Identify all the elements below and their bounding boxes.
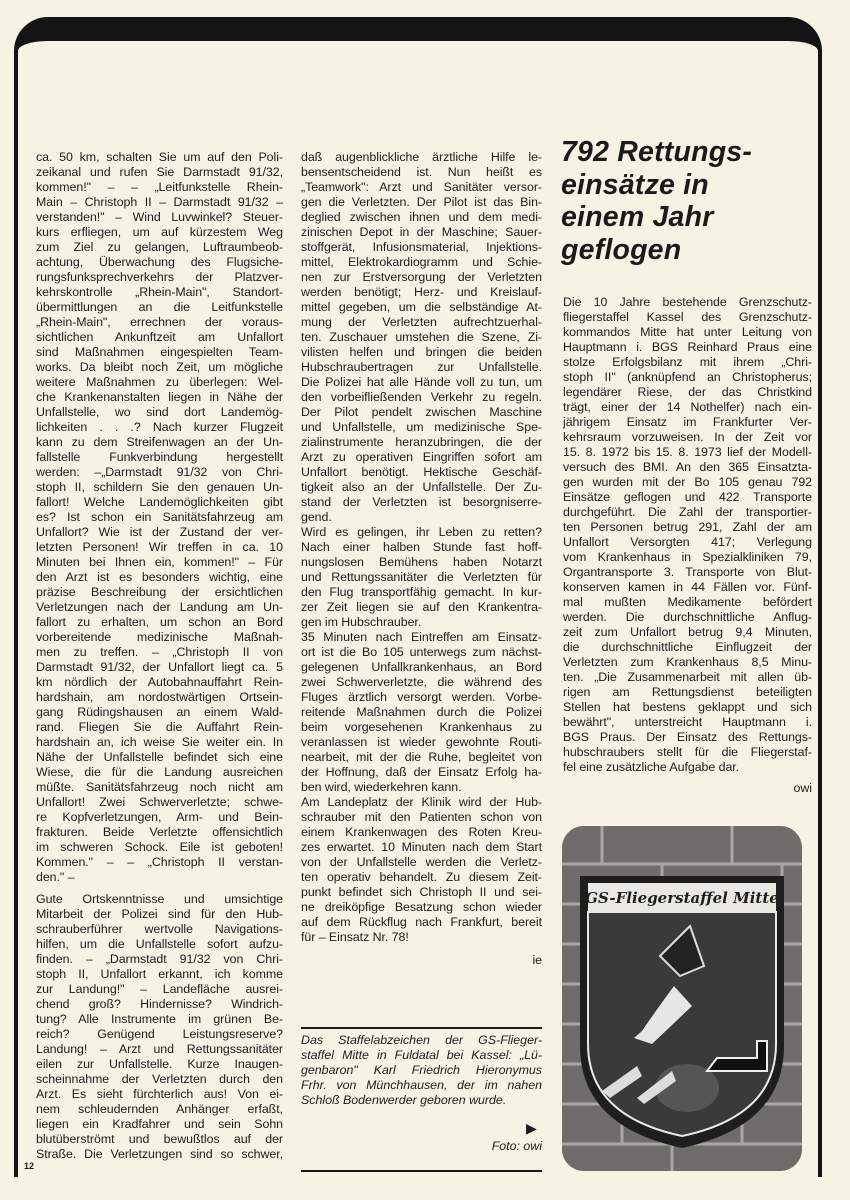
text-line: mittel, Elektrokardiogramm und Schie- <box>301 255 542 269</box>
text-line: Die Polizei hat alle Hände voll zu tun, um <box>301 375 542 389</box>
text-line: Nach einer halben Stunde fast hoff- <box>301 540 542 554</box>
text-line: gelegenen Unfallkrankenhaus, an Bord <box>301 660 542 674</box>
text-line: stolze Erfolgsbilanz mit ihrem „Chri- <box>563 355 812 369</box>
text-line: weitere Maßnahmen zu überlegen: Wel- <box>36 375 283 389</box>
text-line: werden. Die durchschnittliche Anflug- <box>563 610 812 624</box>
paragraph <box>36 892 283 1162</box>
text-line: Unfallort benötigt. Hektische Geschäf- <box>301 465 542 479</box>
text-line: Verletzten zum Krankenhaus 8,5 Minu- <box>563 655 812 669</box>
text-column-3 <box>563 295 812 796</box>
text-line: und Rettungssanitäter die Verletzten für <box>301 570 542 584</box>
text-line: kehrskontrolle „Rhein-Main", Standort- <box>36 285 283 299</box>
text-line: versuch des BMI. An den 365 Einsatzta- <box>563 460 812 474</box>
text-line: sichtlichen Ankunftzeit am Unfallort <box>36 330 283 344</box>
text-line: stoph II, Unfallort erkannt, ich komme <box>36 967 283 981</box>
text-line: letzten Personen! Wir treffen in ca. 10 <box>36 540 283 554</box>
caption-rule-top <box>301 1027 542 1029</box>
author-signature: owi <box>793 781 812 795</box>
text-line: rungsfunksprechverkehrs der Platzver- <box>36 270 283 284</box>
text-line: auf dem Rückflug nach Frankfurt, bereit <box>301 915 542 929</box>
text-line: Arzt zu operativen Eingriffen sofort am <box>301 450 542 464</box>
text-line: Verletzungen nach der Landung am Un- <box>36 600 283 614</box>
page-number: 12 <box>24 1161 35 1171</box>
text-line: kehrsraum vorzuweisen. In der Zeit vor <box>563 430 812 444</box>
text-line: gen wurden mit der Bo 105 genau 792 <box>563 475 812 489</box>
text-line: gen die Verletzten. Der Pilot ist das Bin- <box>301 195 542 209</box>
text-line: frakturen. Beide Verletzte offensichtlich <box>36 825 283 839</box>
text-line: mittel gegeben, um die selbständige At- <box>301 300 542 314</box>
text-line: BGS Praus. Der Einsatz des Rettungs- <box>563 730 812 744</box>
paragraph <box>301 630 542 795</box>
photo-credit: Foto: owi <box>491 1139 542 1153</box>
text-line: müßte. Sanitätsfahrzeug noch nicht am <box>36 780 283 794</box>
text-line: ca. 50 km, schalten Sie um auf den Poli- <box>36 150 283 164</box>
text-line: zes erwartet. 10 Minuten nach dem Start <box>301 840 542 854</box>
text-line: ben wird, wiederkehren kann. <box>301 780 462 794</box>
text-line: kann zu dem Streifenwagen an der Un- <box>36 435 283 449</box>
caption-line: genbaron" Karl Friedrich Hieronymus <box>301 1063 542 1077</box>
text-line: fel eine zusätzliche Aufgabe dar. <box>563 760 740 774</box>
text-line: Hauptmann i. BGS Reinhard Praus eine <box>563 340 812 354</box>
text-line: ne dreiköpfige Besatzung schon wieder <box>301 900 542 914</box>
text-line: Hubschraubertragen zur Unfallstelle. <box>301 360 542 374</box>
text-line: kurs erfliegen, um auf kürzestem Weg <box>36 225 283 239</box>
text-line: nen zur Erstversorgung der Verletzten <box>301 270 542 284</box>
text-line: der Hoffnung, daß der Einsatz Erfolg ha- <box>301 765 542 779</box>
text-line: hubschraubers stellt für die Fliegerstaf- <box>563 745 812 759</box>
headline-line: einem Jahr <box>561 201 714 233</box>
text-line: zwei Schwerverletzte, die während des <box>301 675 542 689</box>
text-line: stoffgerät, Infusionsmaterial, Injektions- <box>301 240 542 254</box>
text-line: Die 10 Jahre bestehende Grenzschutz- <box>563 295 812 309</box>
caption-line: Das Staffelabzeichen der GS-Flieger- <box>301 1033 542 1047</box>
text-line: „Rhein-Main", errechnen der voraus- <box>36 315 283 329</box>
text-line: die durchschnittliche Einflugzeit der <box>563 640 812 654</box>
text-line: schrauberführer wertvolle Navigations- <box>36 922 283 936</box>
text-line: blutüberströmt und bewußtlos auf der <box>36 1132 283 1146</box>
article-headline <box>561 136 811 266</box>
text-line: vorbereitende medizinische Maßnah- <box>36 630 283 644</box>
caption-rule-bottom <box>301 1170 542 1172</box>
paragraph <box>36 150 283 885</box>
text-line: eilen zur Unfallstelle. Kurze Inaugen- <box>36 1057 283 1071</box>
text-line: men zu treffen. – „Christoph II von <box>36 645 283 659</box>
text-line: fallstelle Funkverbindung hergestellt <box>36 450 283 464</box>
text-line: verstanden!" – Wind Luvwinkel? Steuer- <box>36 210 283 224</box>
text-line: werden: –„Darmstadt 91/32 von Chri- <box>36 465 283 479</box>
text-line: Arzt. Es sieht fürchterlich aus! Von ei- <box>36 1087 283 1101</box>
text-line: Nähe der Unfallstelle befindet sich eine <box>36 750 283 764</box>
text-line: im schweren Schock. Eile ist geboten! <box>36 840 283 854</box>
paragraph <box>301 150 542 525</box>
text-line: fallort zu erhalten, um schon an Bord <box>36 615 283 629</box>
text-line: zur Landung!" – Landefläche ausrei- <box>36 982 283 996</box>
text-line: sind Maßnahmen eingespielten Team- <box>36 345 283 359</box>
text-line: trägt, einer der 14 Nothelfer) nach ein- <box>563 400 812 414</box>
caption-line: Frhr. von Münchhausen, der im nahen <box>301 1078 542 1092</box>
text-line: stoph II, schildern Sie den genauen Un- <box>36 480 283 494</box>
text-line: rigen am Rettungsdienst beteiligten <box>563 685 812 699</box>
text-line: Gute Ortskenntnisse und umsichtige <box>36 892 283 906</box>
text-line: den Arzt ist es besonders wichtig, eine <box>36 570 283 584</box>
arrow-right-icon: ▶ <box>526 1120 537 1136</box>
text-line: zer Zeit liegen sie auf den Krankentra- <box>301 600 542 614</box>
text-line: „Teamwork": Arzt und Sanitäter versor- <box>301 180 542 194</box>
text-line: gend. <box>301 510 332 524</box>
text-line: Organtransporte 3. Transporte von Blut- <box>563 565 812 579</box>
text-line: und Unfallstelle, um medizinische Spe- <box>301 420 542 434</box>
text-line: deglied zwischen ihnen und dem medi- <box>301 210 542 224</box>
text-line: schrauber mit den Patienten schon von <box>301 810 542 824</box>
text-line: bensentscheidend ist. Nun heißt es <box>301 165 542 179</box>
badge-illustration <box>562 826 802 1171</box>
paragraph <box>301 795 542 945</box>
text-line: ten Personen betrug 291, Zahl der am <box>563 520 812 534</box>
text-line: Main – Christoph II – Darmstadt 91/32 – <box>36 195 283 209</box>
badge-text: GS-Fliegerstaffel Mitte <box>585 889 779 907</box>
text-line: punkt befindet sich Christoph II und sei- <box>301 885 542 899</box>
text-line: Am Landeplatz der Klinik wird der Hub- <box>301 795 542 809</box>
text-line: Landung! – Arzt und Rettungssanitäter <box>36 1042 283 1056</box>
text-line: nearbeit, mit der die Ruhe, begleitet von <box>301 750 542 764</box>
text-line: den Flug transportfähig gemacht. In kur- <box>301 585 542 599</box>
text-line: Einsätze geflogen und 422 Transporte <box>563 490 812 504</box>
text-line: hardshain an, ich weise Sie weiter ein. In <box>36 735 283 749</box>
text-line: Straße. Die Verletzungen sind so schwer, <box>36 1147 283 1161</box>
text-line: fliegerstaffel Kassel des Grenzschutz- <box>563 310 812 324</box>
text-line: lichkeiten . . .? Nach kurzer Flugzeit <box>36 420 283 434</box>
caption-line: staffel Mitte in Fuldatal bei Kassel: „Lü- <box>301 1048 542 1062</box>
text-line: Wiese, die für die Landung ausreichen <box>36 765 283 779</box>
text-line: einem Krankenwagen des Roten Kreu- <box>301 825 542 839</box>
text-line: finden. – „Darmstadt 91/32 von Chri- <box>36 952 283 966</box>
text-line: mung der Verletzten aufrechtzuerhal- <box>301 315 542 329</box>
text-line: ten operativ behandelt. Zu diesem Zeit- <box>301 870 542 884</box>
text-line: bewährt", unterstreicht Hauptmann i. <box>563 715 812 729</box>
text-line: kommandos Mitte hat unter Leitung von <box>563 325 812 339</box>
text-line: jährigem Einsatz im Frankfurter Ver- <box>563 415 812 429</box>
text-line: 35 Minuten nach Eintreffen am Einsatz- <box>301 630 542 644</box>
text-line: zeit zum Unfallort betrug 9,4 Minuten, <box>563 625 812 639</box>
headline-line: 792 Rettungs- <box>561 136 753 168</box>
text-line: von der Unfallstelle werden die Verletz- <box>301 855 542 869</box>
author-signature: ie <box>532 953 542 967</box>
caption-line: Schloß Bodenwerder geboren wurde. <box>301 1093 507 1107</box>
text-line: nungslosen Bemühens haben Notarzt <box>301 555 542 569</box>
text-line: zialinstrumente heranzubringen, die der <box>301 435 542 449</box>
text-line: reich? Genügend Leistungsreserve? <box>36 1027 283 1041</box>
text-line: vilisten helfen und bringen die beiden <box>301 345 542 359</box>
photo-caption <box>301 1032 542 1107</box>
text-line: Minuten bei Ihnen ein, kommen!" – Für <box>36 555 283 569</box>
text-line: chend groß? Hindernisse? Windrich- <box>36 997 283 1011</box>
badge-photo <box>562 826 802 1171</box>
text-line: Unfallort Versorgten 417; Verlegung <box>563 535 812 549</box>
text-line: Fluges ärztlich versorgt werden. Vorbe- <box>301 690 542 704</box>
text-line: Unfallstelle, wo sind dort Landemög- <box>36 405 283 419</box>
text-line: legendärer Riese, der das Christkind <box>563 385 812 399</box>
text-line: gen im Hubschrauber. <box>301 615 422 629</box>
text-line: vom Krankenhaus in Spezialkliniken 79, <box>563 550 812 564</box>
text-line: hilfen, um die Unfallstelle sofort aufzu- <box>36 937 283 951</box>
text-column-1 <box>36 150 283 1162</box>
text-line: Mitarbeit der Polizei sind für den Hub- <box>36 907 283 921</box>
text-line: Kommen." – – „Christoph II verstan- <box>36 855 283 869</box>
text-line: zinischen Depot in der Maschine; Sauer- <box>301 225 542 239</box>
text-line: Stellen hat bestens geklappt und sich <box>563 700 812 714</box>
text-line: nem schleudernden Anhänger erfaßt, <box>36 1102 283 1116</box>
text-line: hardshain, am nordostwärtigen Ortsein- <box>36 690 283 704</box>
text-line: kommen!" – – „Leitfunkstelle Rhein- <box>36 180 283 194</box>
text-line: Darmstadt 91/32, der Unfallort liegt ca. 5 <box>36 660 283 674</box>
text-line: 15. 8. 1972 bis 15. 8. 1973 lief der Modell- <box>563 445 812 459</box>
text-line: stand der Verletzten ist besorgniserre- <box>301 495 542 509</box>
text-line: mal mußten Medikamente befördert <box>563 595 812 609</box>
text-line: konserven kamen in 44 Fällen vor. Fünf- <box>563 580 812 594</box>
text-line: tigkeit also an der Unfallstelle. Der Zu- <box>301 480 542 494</box>
text-line: für – Einsatz Nr. 78! <box>301 930 409 944</box>
text-line: zeikanal und rufen Sie Darmstadt 91/32, <box>36 165 283 179</box>
text-line: den vorbeifließenden Verkehr zu regeln. <box>301 390 542 404</box>
text-line: Wird es gelingen, ihr Leben zu retten? <box>301 525 542 539</box>
text-line: liegen ein Kradfahrer und sein Sohn <box>36 1117 283 1131</box>
text-line: achtung, Überwachung des Flugsiche- <box>36 255 283 269</box>
text-line: veranlassen ist wieder gewohnte Routi- <box>301 735 542 749</box>
text-line: rand. Fliegen Sie die Auffahrt Rein- <box>36 720 283 734</box>
text-line: Unfallort! Zwei Schwerverletzte; schwe- <box>36 795 283 809</box>
text-line: re Kopfverletzungen, Arm- und Bein- <box>36 810 283 824</box>
text-line: reitende Maßnahmen durch die Polizei <box>301 705 542 719</box>
text-line: km nördlich der Autobahnauffahrt Rein- <box>36 675 283 689</box>
text-line: daß augenblickliche ärztliche Hilfe le- <box>301 150 542 164</box>
text-line: übermittlungen an die Leitfunkstelle <box>36 300 283 314</box>
paragraph <box>301 525 542 630</box>
text-line: werden benötigt; Herz- und Kreislauf- <box>301 285 542 299</box>
text-column-2 <box>301 150 542 968</box>
text-line: scheinnahme der Verletzten durch den <box>36 1072 283 1086</box>
text-line: Der Pilot pendelt zwischen Maschine <box>301 405 542 419</box>
text-line: ort ist die Bo 105 unterwegs zum nächst- <box>301 645 542 659</box>
text-line: stoph II" (anknüpfend an Christopherus; <box>563 370 812 384</box>
headline-line: geflogen <box>561 233 682 266</box>
text-line: es? Ist schon ein Sanitätsfahrzeug am <box>36 510 283 524</box>
text-line: zum Ziel zu gelangen, Luftraumbeob- <box>36 240 283 254</box>
text-line: tung? Alle Instrumente im grünen Be- <box>36 1012 283 1026</box>
text-line: che Krankenanstalten liegen in Nähe der <box>36 390 283 404</box>
text-line: ten. „Die Zusammenarbeit mit allen üb- <box>563 670 812 684</box>
text-line: präzise Beschreibung der ersichtlichen <box>36 585 283 599</box>
headline-line: einsätze in <box>561 168 709 201</box>
text-line: den." – <box>36 870 75 884</box>
text-line: beim vorgesehenen Krankenhaus zu <box>301 720 542 734</box>
text-line: gang Rüdingshausen an einem Wald- <box>36 705 283 719</box>
text-line: works. Da bleibt noch Zeit, um mögliche <box>36 360 283 374</box>
text-line: Unfallort? Wie ist der Zustand der ver- <box>36 525 283 539</box>
text-line: durchgeführt. Die Zahl der transportier- <box>563 505 812 519</box>
text-line: ten. Zuschauer umstehen die Szene, Zi- <box>301 330 542 344</box>
paragraph <box>563 295 812 775</box>
text-line: fallort! Welche Landemöglichkeiten gibt <box>36 495 283 509</box>
